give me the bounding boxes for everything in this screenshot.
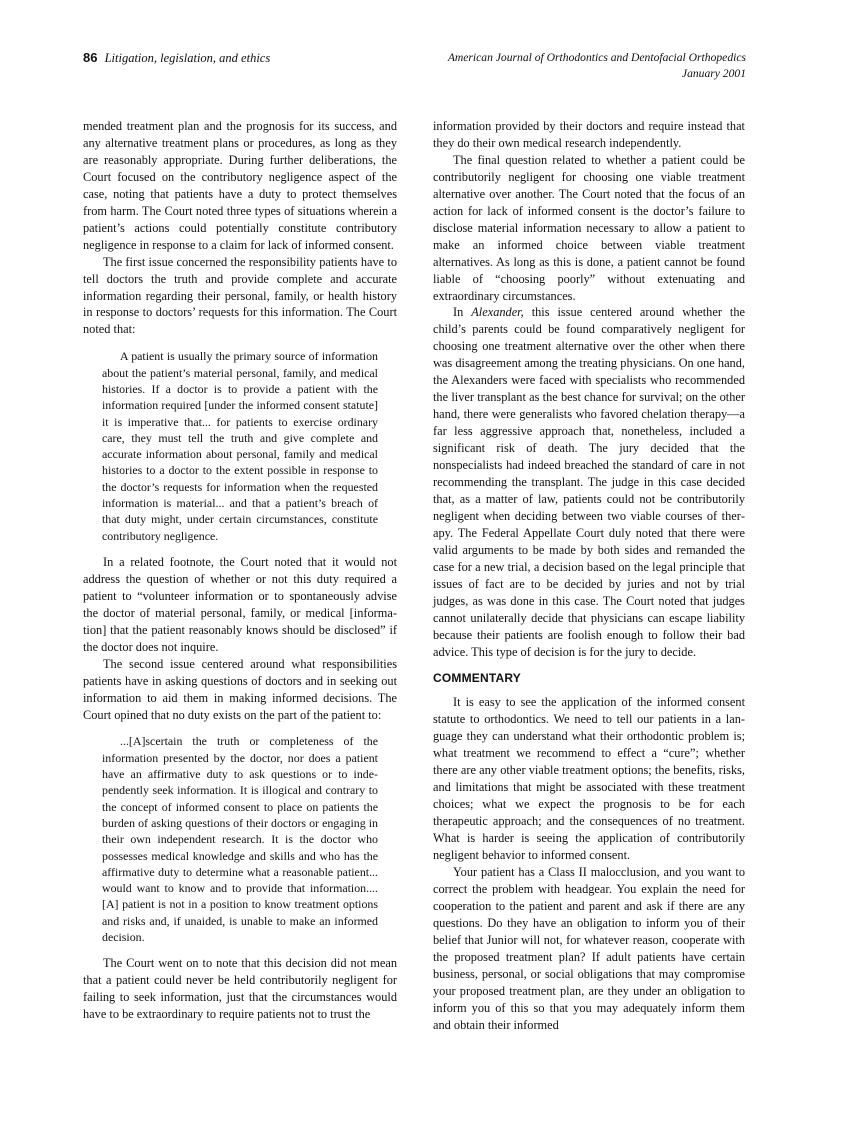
running-header-left [83, 50, 270, 66]
paragraph: mended treatment plan and the prognosis for its success, and any alternative treatment plans or procedures, as long as they are reasonably appropriate. During further deliberations, the Court focused on the contributory negligence aspect of the case, noting that patients have a duty to protect themselves from harm. The Court noted three types of situations wherein a patient’s actions could potentially constitute contributory negligence in response to a claim for lack of informed consent. [83, 119, 397, 252]
section-heading: COMMENTARY [433, 670, 521, 685]
page-number: 86 [83, 50, 98, 65]
paragraph: information provided by their doctors and require instead that they do their own medical research independently. [433, 119, 745, 150]
paragraph: The final question related to whether a patient could be contributorily negligent for choosing one viable treatment alternative over another. The Court noted that the focus of an action for lack of informed consent is the doctor’s failure to disclose material information necessary to allow a patient to make an informed choice between viable treatment alternatives. As long as this is done, a patient cannot be found liable of “choosing poorly” without extenuating and extraordinary circumstances. [433, 152, 745, 303]
issue-date: January 2001 [681, 67, 746, 80]
paragraph: In a related footnote, the Court noted that it would not address the question of whether or not this duty required a patient to “volunteer information or to spontaneously advise the doctor of material personal, family, or medical [information] that the patient reasonably knows should be disclosed” if the doctor does not inquire. [83, 554, 397, 654]
text: In [453, 305, 472, 320]
quote-text: A patient is usually the primary source of information about the patient’s material personal, family, and medical histories. If a doctor is to provide a patient with the information required [under the informed consent statute] it is imperative that... for patients to exercise ordinary care, they must tell the truth and give complete and accurate information about personal, family and medical histories to a doctor to the extent possible in response to the doctor’s requests for information when the requested information is material... and that a patient’s breach of that duty might, under certain circumstances, constitute contributory negligence. [102, 349, 378, 543]
block-quote [102, 348, 378, 544]
paragraph: Your patient has a Class II malocclusion, and you want to correct the problem with headgear. You explain the need for cooperation to the patient and parent and ask if there are any questions. Do they have an obligation to inform you of their belief that Junior will not, for whatever reason, cooperate with the proposed treatment plan? If adult patients have certain business, personal, or social obligations that may compromise your proposed treatment plan, are they under an obligation to inform you of this so that you may adequately inform them and obtain their informed [433, 864, 745, 1032]
text: this issue centered around whether the child’s parents could be found comparatively negligent for choosing one treatment alternative over the other when there was disagreement among the treating physicians. On one hand, the Alexanders were faced with specialists who recommended the liver transplant as the best chance for survival; on the other hand, there were generalists who favored chelation therapy—a far less aggressive approach that, nonetheless, included a significant risk of death. The jury decided that the nonspecialists had indeed breached the standard of care in not recommending the transplant. The judge in this case decided that, as a matter of law, patients could not be contributorily negligent when deciding between two viable courses of therapy. The Federal Appellate Court duly noted that there were valid arguments to be made by both sides and remanded the case for a new trial, a decision based on the legal principle that issues of fact are to be decided by juries and not by trial judges, as was done in this case. The Court noted that judges cannot unilaterally decide that physicians can escape liability because their patients are foolish enough to follow their bad advice. This type of decision is for the jury to decide. [433, 305, 745, 659]
paragraph: The Court went on to note that this decision did not mean that a patient could never be held contributorily negligent for failing to seek information, just that the circumstances would have to be extraordinary to require patients not to trust the [83, 956, 397, 1022]
paragraph: The second issue centered around what responsibilities patients have in asking questions of doctors and in seeking out information to aid them in making informed decisions. The Court opined that no duty exists on the part of the patient to: [83, 656, 397, 722]
block-quote [102, 733, 378, 945]
section-title: Litigation, legislation, and ethics [104, 51, 271, 65]
paragraph: It is easy to see the application of the informed consent statute to orthodontics. We need to tell our patients in a language they can understand what their orthodontic problem is; what treatment we recommend to effect a “cure”; whether there are any other viable treatment options; the benefits, risks, and limitations that might be associated with these treatment choices; what we expect the prognosis to be for each therapeutic approach; and the consequences of no treatment. What is harder is seeing the application of contributorily negligent behavior to informed consent. [433, 695, 745, 863]
left-column [83, 118, 397, 1023]
right-column [433, 118, 745, 1034]
case-name: Alexander, [471, 305, 524, 320]
quote-text: ...[A]scertain the truth or completeness of the information presented by the doctor, nor does a patient have an affirmative duty to ask questions or to independently seek information. It is illogical and contrary to the concept of informed consent to place on patients the burden of asking questions of their doctors or engaging in their own independent research. It is the doctor who possesses medical knowledge and skills and who has the affirmative duty to determine what a reasonable patient... would want to know and to provide that information.... [A] patient is not in a position to know treatment options and risks and, if unaided, is unable to make an informed decision. [102, 734, 378, 945]
running-header-right [448, 50, 746, 82]
paragraph: The first issue concerned the responsibility patients have to tell doctors the truth and provide complete and accurate information regarding their personal, family, or health history in response to doctors’ requests for this information. The Court noted that: [83, 254, 397, 337]
paragraph [433, 304, 745, 660]
journal-title: American Journal of Orthodontics and Dentofacial Orthopedics [447, 51, 746, 64]
